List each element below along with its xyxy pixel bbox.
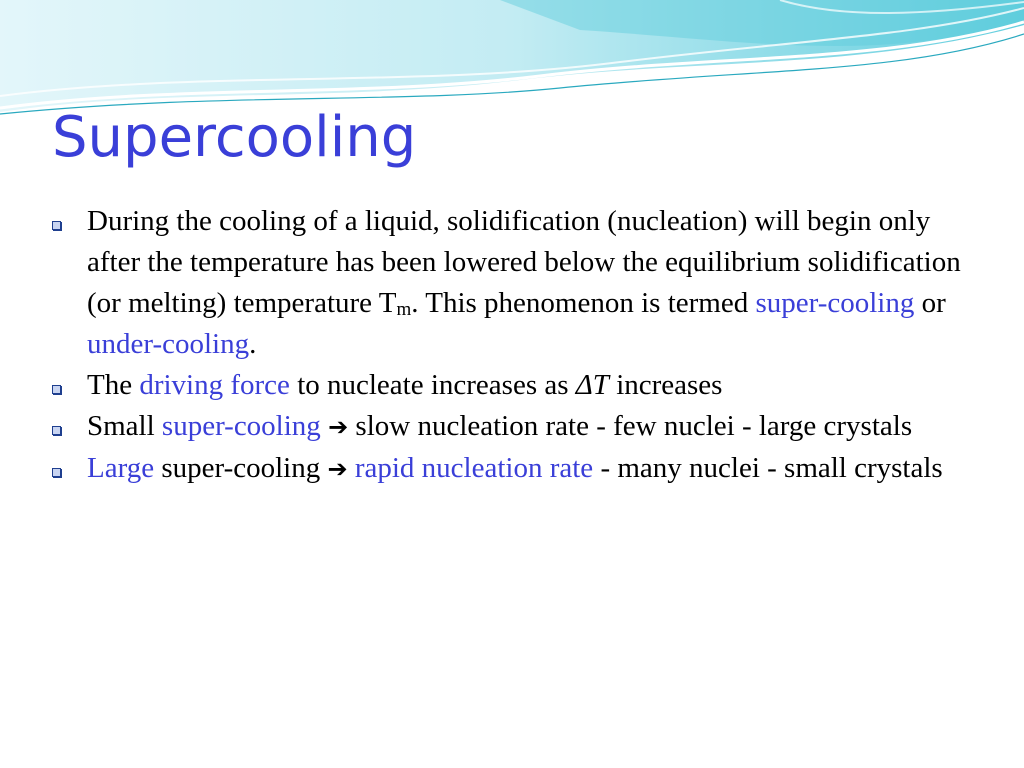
bullet-item bbox=[48, 448, 978, 490]
bullet-text: or bbox=[914, 287, 946, 319]
bullet-text: . This phenomenon is termed bbox=[411, 287, 756, 319]
bullet-text: increases bbox=[608, 369, 723, 401]
bullet-item bbox=[48, 201, 978, 365]
bullet-list bbox=[48, 201, 978, 490]
highlight-term: under-cooling bbox=[87, 328, 250, 360]
bullet-text: super-cooling bbox=[154, 452, 328, 484]
bullet-text: to nucleate increases as bbox=[289, 369, 576, 401]
highlight-term: driving force bbox=[139, 369, 290, 401]
bullet-text: Small bbox=[87, 410, 162, 442]
bullet-text: The bbox=[87, 369, 140, 401]
highlight-term: Large bbox=[87, 452, 155, 484]
bullet-item bbox=[48, 365, 978, 406]
bullet-text: . bbox=[249, 328, 257, 360]
highlight-term: rapid nucleation rate bbox=[347, 452, 594, 484]
bullet-text: slow nucleation rate - few nuclei - large crystals bbox=[348, 410, 913, 442]
highlight-term: super-cooling bbox=[161, 410, 321, 442]
bullet-text: During the cooling of a liquid, solidification (nucleation) will begin only after the temperature has been lowered below the equilibrium solidification (or melting) temperature T bbox=[87, 205, 961, 319]
square-bullet-icon bbox=[52, 221, 61, 230]
delta-t-symbol: ΔT bbox=[575, 369, 609, 401]
right-arrow-icon: ➔ bbox=[328, 413, 349, 441]
subscript-text: m bbox=[396, 299, 412, 320]
slide-title: Supercooling bbox=[52, 105, 417, 170]
bullet-item bbox=[48, 406, 978, 448]
highlight-term: super-cooling bbox=[755, 287, 915, 319]
square-bullet-icon bbox=[52, 385, 61, 394]
right-arrow-icon: ➔ bbox=[327, 455, 348, 483]
bullet-text: - many nuclei - small crystals bbox=[593, 452, 943, 484]
square-bullet-icon bbox=[52, 468, 61, 477]
square-bullet-icon bbox=[52, 426, 61, 435]
